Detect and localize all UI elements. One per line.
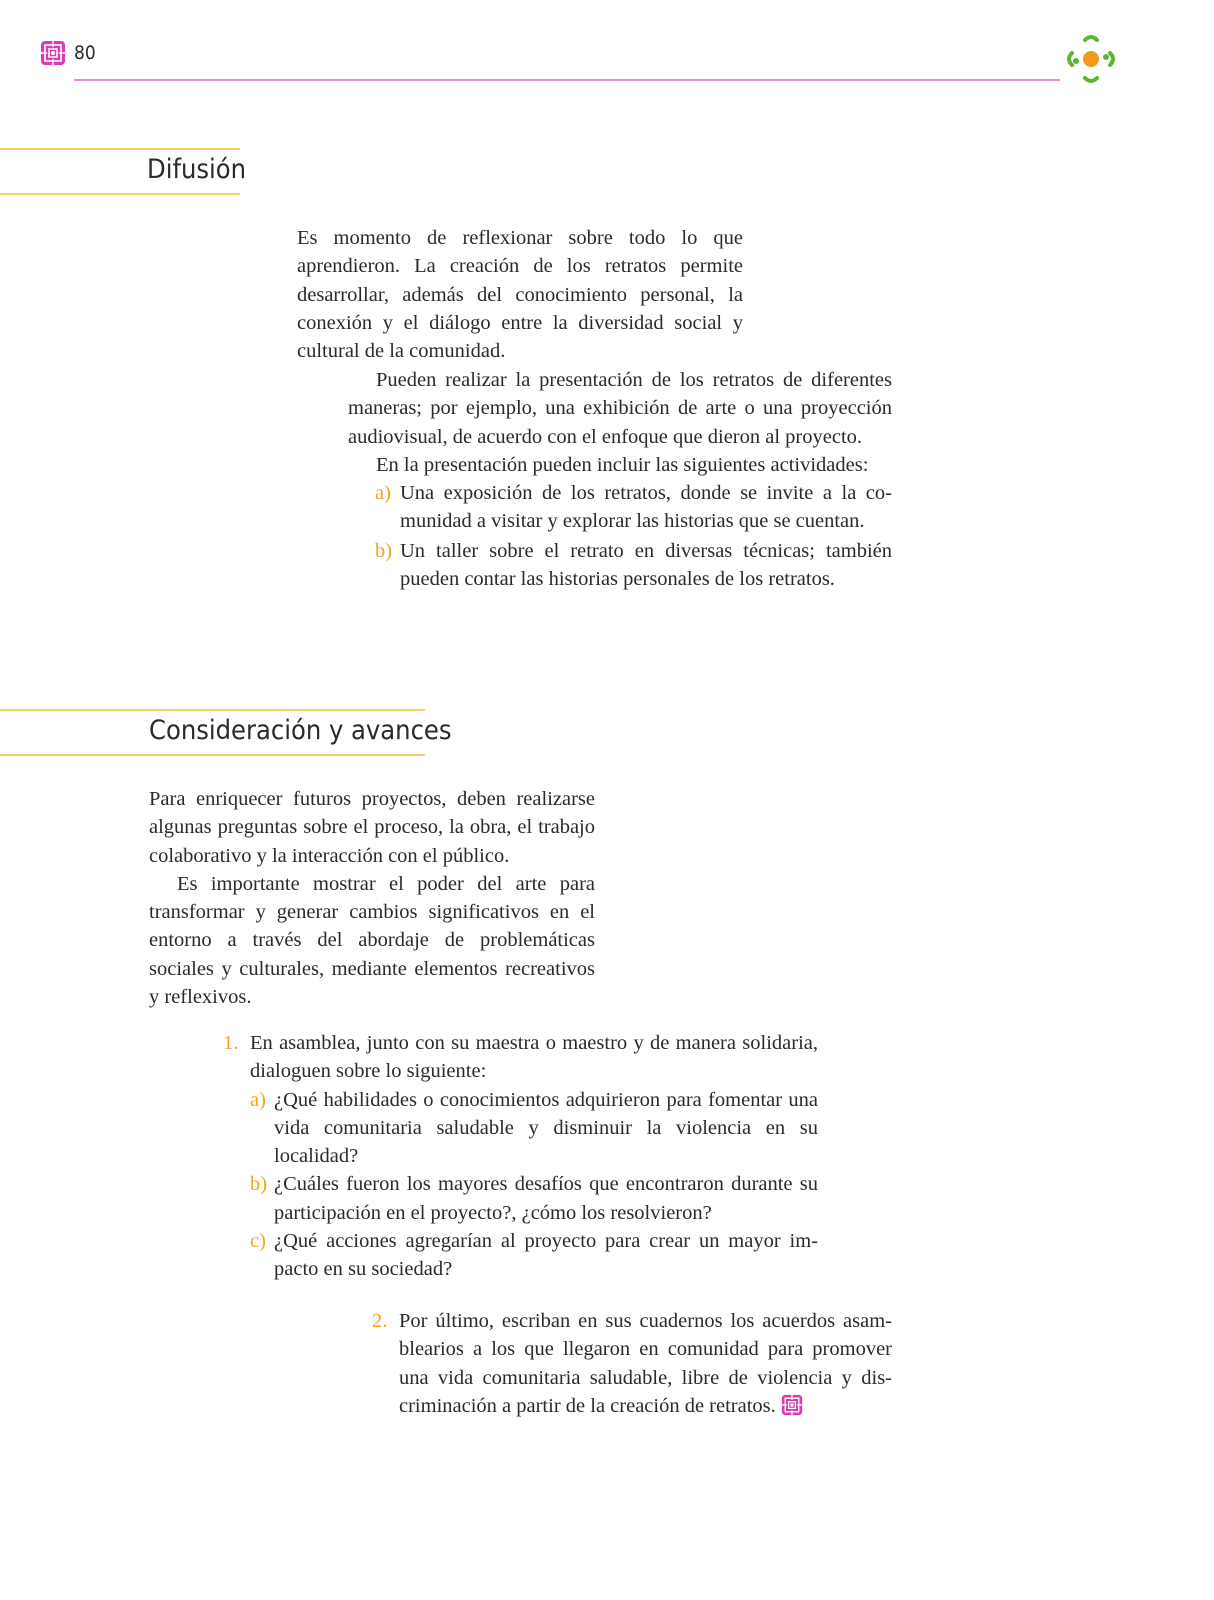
number-marker: 1. <box>223 1032 239 1054</box>
list-item-text: ¿Qué habilidades o conocimientos adquirieron para fomentar una vida comunitaria saludable y disminuir la violencia en su localidad? <box>274 1088 818 1168</box>
list-marker: b) <box>250 1173 268 1196</box>
section-title-difusion: Difusión <box>147 154 247 185</box>
section-rule-bottom <box>0 754 425 756</box>
list-item-text: ¿Qué acciones agregarían al proyecto para crear un mayor impacto en su sociedad? <box>274 1230 818 1281</box>
difusion-paragraph-2: Pueden realizar la presentación de los retratos de diferentes maneras; por ejemplo, una exhibición de arte o una proyección audiovisual, de acuerdo con el enfoque que dieron al proyecto. <box>348 369 892 448</box>
section-title-consideracion: Consideración y avances <box>149 715 452 746</box>
page-number: 80 <box>74 42 96 64</box>
numbered-item <box>372 1307 892 1420</box>
consideracion-body <box>149 785 595 1011</box>
list-item <box>250 1170 818 1227</box>
numbered-item <box>223 1029 818 1086</box>
difusion-paragraph-1: Es momento de reflexionar sobre todo lo que aprendieron. La creación de los retratos permite desarrollar, además del conocimiento personal, la conexión y el diálogo entre la diversidad social y cultural de la comunidad. <box>297 227 743 363</box>
header-rule <box>74 79 1060 81</box>
section-rule-top <box>0 148 240 150</box>
consideracion-paragraph-1: Para enriquecer futuros proyectos, deben realizarse algunas preguntas sobre el proceso, la obra, el trabajo colaborativo y la interacción con el público. <box>149 788 595 867</box>
list-item-text: Un taller sobre el retrato en diversas técnicas; también pueden contar las historias personales de los retratos. <box>400 539 892 591</box>
numbered-item-text <box>372 1307 892 1420</box>
list-marker: c) <box>250 1230 266 1253</box>
difusion-paragraph-3: En la presentación pueden incluir las siguientes actividades: <box>376 453 869 476</box>
list-marker: a) <box>250 1088 266 1111</box>
question-2-text: Por último, escriban en sus cuadernos los acuerdos asamblearios a los que llegaron en comunidad para promover una vida comunitaria saludable, libre de violencia y discriminación a partir de la creación de retratos. <box>399 1310 892 1417</box>
list-marker: a) <box>375 482 391 505</box>
numbered-item-text: En asamblea, junto con su maestra o maestro y de manera solidaria, dialoguen sobre lo siguiente: <box>250 1032 818 1083</box>
logo-icon <box>1066 34 1116 84</box>
list-marker: b) <box>375 539 393 562</box>
question-2 <box>372 1307 892 1420</box>
end-ornament-icon <box>781 1394 803 1416</box>
section-rule-bottom <box>0 193 240 195</box>
list-item-text: ¿Cuáles fueron los mayores desafíos que encontraron durante su participación en el proyecto?, ¿cómo los resolvieron? <box>274 1173 818 1224</box>
list-item <box>375 537 892 594</box>
list-item <box>250 1227 818 1284</box>
question-1 <box>223 1029 818 1284</box>
list-item-text: Una exposición de los retratos, donde se invite a la comunidad a visitar y explorar las historias que se cuentan. <box>400 482 892 533</box>
difusion-body <box>348 366 892 593</box>
number-marker: 2. <box>372 1310 388 1332</box>
consideracion-paragraph-2: Es importante mostrar el poder del arte para transformar y generar cambios significativos en el entorno a través del abordaje de problemáticas sociales y culturales, mediante elementos recreativos y reflexivos. <box>149 872 595 1009</box>
section-rule-top <box>0 709 425 711</box>
list-item <box>375 479 892 536</box>
list-item <box>250 1086 818 1171</box>
header-ornament-icon <box>40 40 66 66</box>
